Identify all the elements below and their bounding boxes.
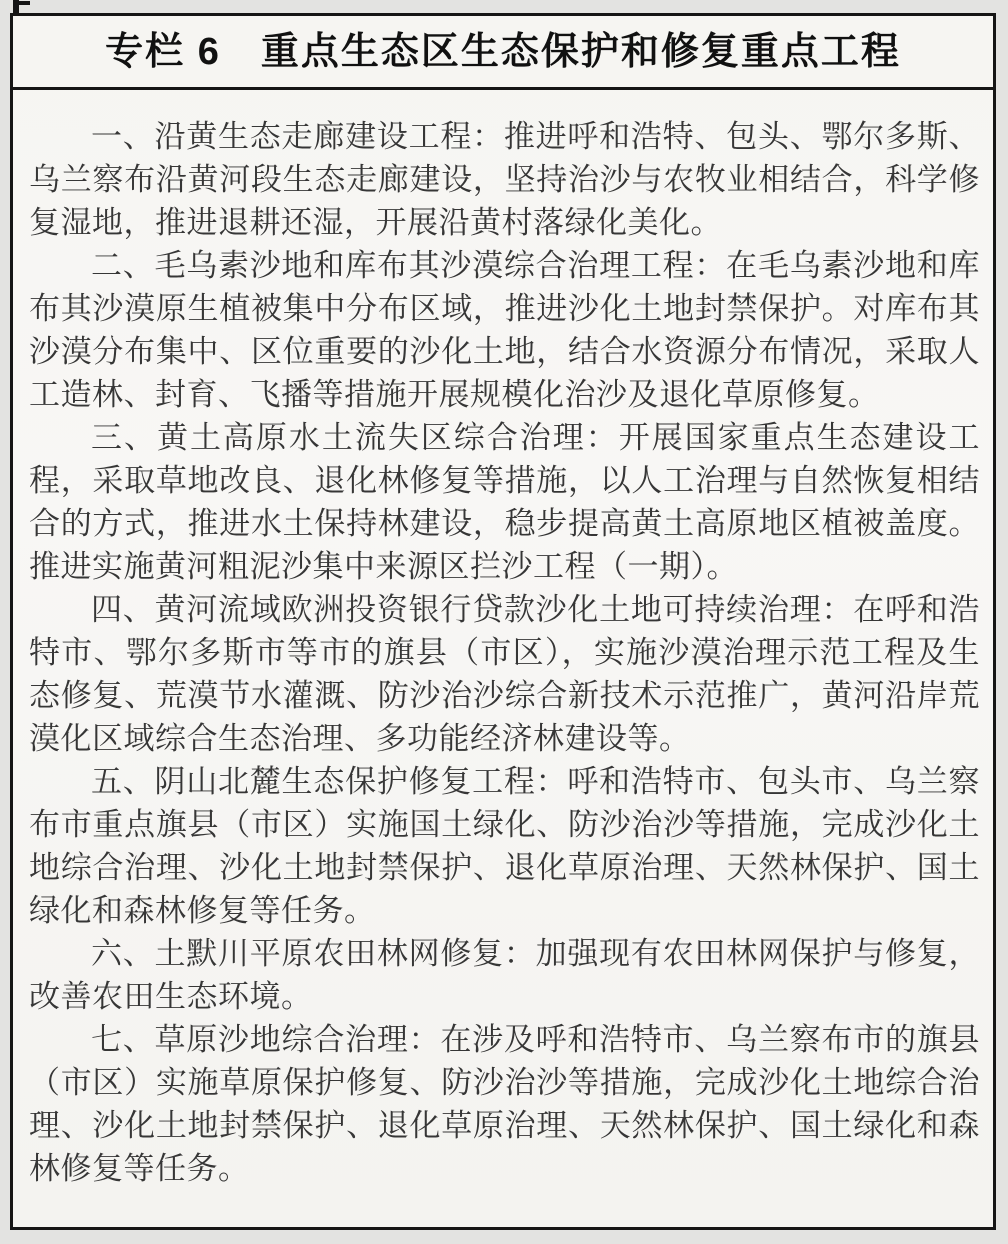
panel-body [13, 90, 993, 1190]
paragraph-1-yellow-river-corridor: 一、沿黄生态走廊建设工程：推进呼和浩特、包头、鄂尔多斯、乌兰察布沿黄河段生态走廊建设，坚持治沙与农牧业相结合，科学修复湿地，推进退耕还湿，开展沿黄村落绿化美化。 [29, 119, 980, 240]
paragraph-2-maowusu-kubuqi-desert: 二、毛乌素沙地和库布其沙漠综合治理工程：在毛乌素沙地和库布其沙漠原生植被集中分布区域，推进沙化土地封禁保护。对库布其沙漠分布集中、区位重要的沙化土地，结合水资源分布情况，采取人工造林、封育、飞播等措施开展规模化治沙及退化草原修复。 [29, 248, 980, 412]
panel-title-band [13, 16, 993, 90]
panel-title: 专栏 6 重点生态区生态保护和修复重点工程 [105, 30, 901, 73]
paragraph-7-grassland-sandy-land: 七、草原沙地综合治理：在涉及呼和浩特市、乌兰察布市的旗县（市区）实施草原保护修复、防沙治沙等措施，完成沙化土地综合治理、沙化土地封禁保护、退化草原治理、天然林保护、国土绿化和森林修复等任务。 [29, 1022, 980, 1186]
paragraph-5-yinshan-north-foothills: 五、阴山北麓生态保护修复工程：呼和浩特市、包头市、乌兰察布市重点旗县（市区）实施国土绿化、防沙治沙等措施，完成沙化土地综合治理、沙化土地封禁保护、退化草原治理、天然林保护、国土绿化和森林修复等任务。 [29, 764, 980, 928]
paragraph-3-loess-plateau-erosion: 三、黄土高原水土流失区综合治理：开展国家重点生态建设工程，采取草地改良、退化林修复等措施，以人工治理与自然恢复相结合的方式，推进水土保持林建设，稳步提高黄土高原地区植被盖度。推进实施黄河粗泥沙集中来源区拦沙工程（一期）。 [29, 420, 980, 584]
paragraph-4-eib-loan-sandy-land: 四、黄河流域欧洲投资银行贷款沙化土地可持续治理：在呼和浩特市、鄂尔多斯市等市的旗县（市区），实施沙漠治理示范工程及生态修复、荒漠节水灌溉、防沙治沙综合新技术示范推广，黄河沿岸荒漠化区域综合生态治理、多功能经济林建设等。 [29, 592, 980, 756]
paragraph-6-tumochuan-farmland-forest: 六、土默川平原农田林网修复：加强现有农田林网保护与修复，改善农田生态环境。 [29, 936, 980, 1014]
highlight-box-column-6 [10, 13, 996, 1230]
scan-artifact-mark-horizontal [13, 1, 30, 5]
